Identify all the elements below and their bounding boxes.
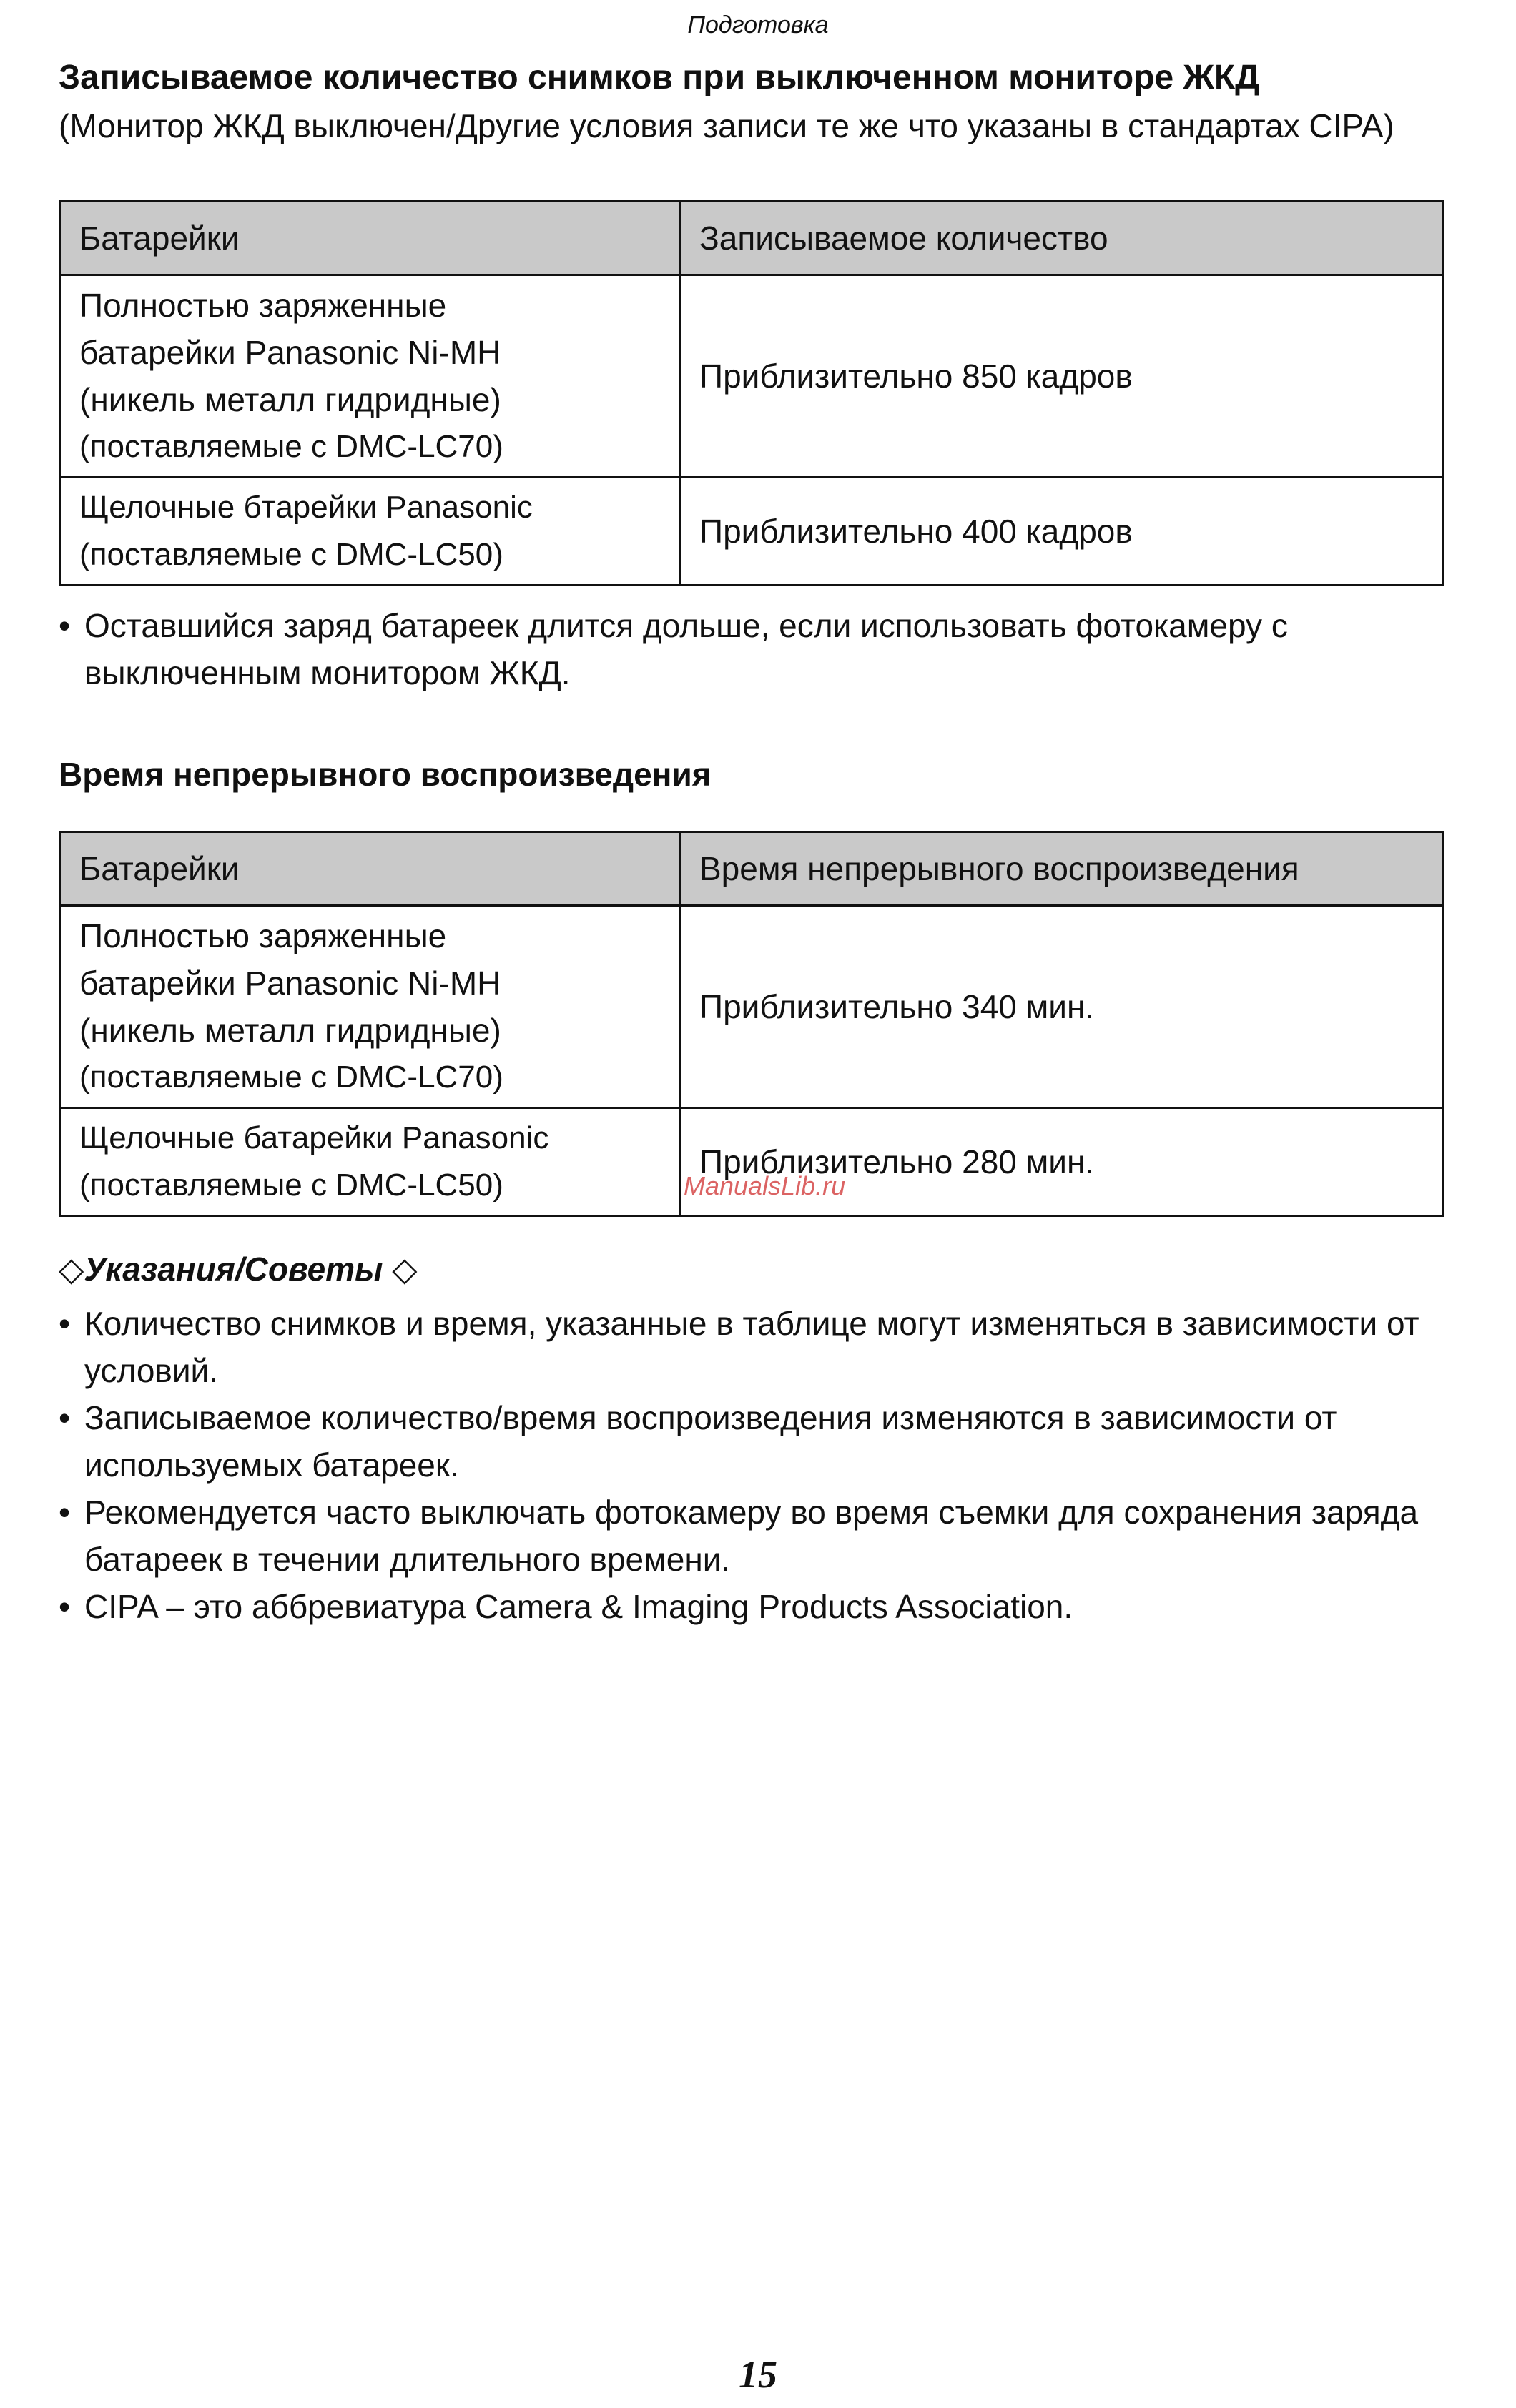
tips-item [59, 1583, 1460, 1630]
table-header-row [60, 832, 1444, 906]
tips-title-text: Указания/Советы [84, 1250, 383, 1288]
battery-line: (поставляемые с DMC-LC70) [79, 1060, 503, 1095]
table-header-row [60, 202, 1444, 275]
playback-time-table [59, 831, 1444, 1217]
diamond-icon: ◇ [59, 1250, 84, 1288]
battery-line: (поставляемые с DMC-LC50) [79, 537, 503, 572]
running-header: Подготовка [687, 11, 829, 39]
battery-line: Щелочные батарейки Panasonic [79, 1120, 549, 1155]
battery-cell [60, 275, 680, 478]
note-text: Оставшийся заряд батареек длится дольше, если использовать фотокамеру с выключенным монитором ЖКД. [84, 607, 1288, 691]
diamond-icon: ◇ [392, 1250, 418, 1288]
battery-line: батарейки Panasonic Ni-MH [79, 334, 501, 371]
tips-text: Рекомендуется часто выключать фотокамеру во время съемки для сохранения заряда батареек в течении длительного времени. [84, 1494, 1419, 1578]
recordable-count-table [59, 200, 1444, 586]
page-number: 15 [739, 2353, 777, 2396]
value-cell: Приблизительно 850 кадров [680, 275, 1444, 478]
value-cell: Приблизительно 340 мин. [680, 906, 1444, 1108]
battery-line: Щелочные бтарейки Panasonic [79, 490, 533, 525]
bullet: • [59, 1305, 71, 1342]
tips-text: Количество снимков и время, указанные в таблице могут изменяться в зависимости от условий. [84, 1305, 1419, 1389]
table-row [60, 275, 1444, 478]
battery-cell [60, 478, 680, 586]
column-header-count: Записываемое количество [680, 202, 1444, 275]
page-content [59, 54, 1460, 1630]
battery-line: Полностью заряженные [79, 287, 447, 324]
tips-text: Записываемое количество/время воспроизведения изменяются в зависимости от используемых батареек. [84, 1399, 1337, 1484]
battery-line: батарейки Panasonic Ni-MH [79, 964, 501, 1002]
bullet: • [59, 1588, 71, 1625]
battery-line: Полностью заряженные [79, 917, 447, 954]
battery-cell [60, 1108, 680, 1216]
table-row [60, 906, 1444, 1108]
note-item [59, 602, 1460, 696]
bullet: • [59, 1399, 71, 1436]
column-header-batteries: Батарейки [60, 202, 680, 275]
battery-line: (поставляемые с DMC-LC50) [79, 1168, 503, 1203]
bullet: • [59, 607, 71, 644]
section-title-recordable: Записываемое количество снимков при выключенном мониторе ЖКД [59, 59, 1260, 97]
section-subtitle-conditions: (Монитор ЖКД выключен/Другие условия записи те же что указаны в стандартах CIPA) [59, 107, 1394, 144]
battery-line: (никель металл гидридные) [79, 1012, 501, 1049]
section-title-playback: Время непрерывного воспроизведения [59, 756, 712, 793]
battery-cell [60, 906, 680, 1108]
tips-item [59, 1300, 1460, 1394]
battery-line: (поставляемые с DMC-LC70) [79, 429, 503, 464]
tips-item [59, 1394, 1460, 1489]
column-header-batteries: Батарейки [60, 832, 680, 906]
column-header-playback-time: Время непрерывного воспроизведения [680, 832, 1444, 906]
watermark: ManualsLib.ru [684, 1171, 846, 1200]
battery-line: (никель металл гидридные) [79, 381, 501, 418]
tips-heading [59, 1245, 1460, 1293]
tips-item [59, 1489, 1460, 1583]
tips-text: CIPA – это аббревиатура Camera & Imaging Products Association. [84, 1588, 1073, 1625]
table-row [60, 478, 1444, 586]
value-cell: Приблизительно 280 мин. [680, 1108, 1444, 1216]
value-cell: Приблизительно 400 кадров [680, 478, 1444, 586]
bullet: • [59, 1494, 71, 1531]
